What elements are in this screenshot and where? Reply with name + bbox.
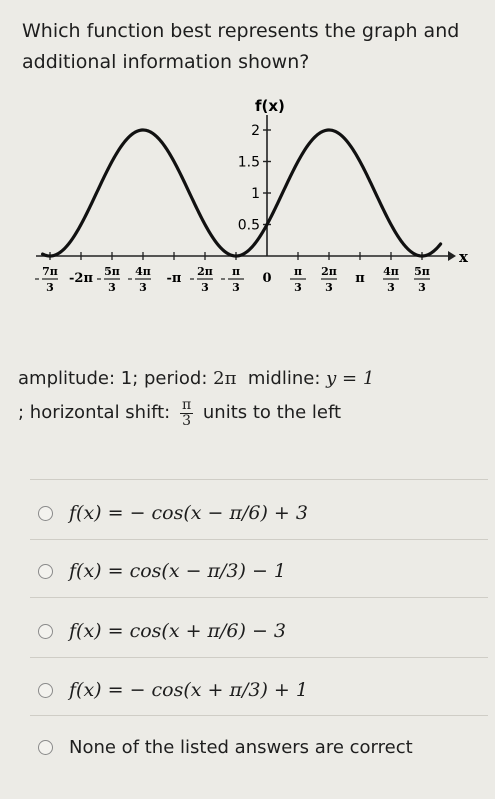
svg-text:0: 0 <box>262 271 272 286</box>
radio-button[interactable] <box>38 683 53 698</box>
svg-text:-2π: -2π <box>69 271 93 286</box>
divider <box>30 479 488 480</box>
x-tick-label <box>355 271 365 286</box>
svg-text:-π: -π <box>166 271 182 286</box>
y-tick-label: 0.5 <box>237 217 260 234</box>
shift-fraction <box>180 398 193 429</box>
x-tick-label <box>190 265 213 294</box>
x-tick-label <box>35 265 58 294</box>
graph-curve <box>43 130 441 256</box>
svg-text:3: 3 <box>139 281 147 294</box>
x-tick-label <box>290 265 306 294</box>
svg-text:3: 3 <box>108 281 116 294</box>
svg-text:4π: 4π <box>383 265 399 278</box>
svg-text:3: 3 <box>46 281 54 294</box>
function-graph <box>0 95 495 325</box>
radio-button[interactable] <box>38 506 53 521</box>
choice-option-5[interactable] <box>38 727 413 767</box>
x-tick-label <box>69 271 93 286</box>
svg-text:5π: 5π <box>414 265 430 278</box>
choice-option-1[interactable] <box>38 493 308 533</box>
function-curve <box>43 130 441 256</box>
choice-option-4[interactable] <box>38 670 308 710</box>
svg-text:7π: 7π <box>42 265 58 278</box>
question-text: Which function best represents the graph and additional information shown? <box>22 20 460 73</box>
choice-label: f(x) = cos(x + π/6) − 3 <box>69 620 287 642</box>
choice-option-2[interactable] <box>38 551 286 591</box>
x-tick-label <box>262 271 271 286</box>
amplitude-label: amplitude: 1; period: <box>18 368 208 389</box>
shift-suffix: units to the left <box>202 402 342 423</box>
svg-text:3: 3 <box>325 281 333 294</box>
x-tick-label <box>128 265 151 294</box>
y-tick-label: 1 <box>251 186 260 202</box>
divider <box>30 657 488 658</box>
radio-button[interactable] <box>38 564 53 579</box>
radio-button[interactable] <box>38 740 53 755</box>
radio-button[interactable] <box>38 624 53 639</box>
divider <box>30 539 488 540</box>
svg-text:2π: 2π <box>197 265 213 278</box>
x-axis-label: x <box>459 248 468 266</box>
choice-label: f(x) = cos(x − π/3) − 1 <box>69 560 287 582</box>
shift-numerator: π <box>181 396 192 413</box>
svg-text:4π: 4π <box>135 265 151 278</box>
x-axis-arrow <box>448 251 456 261</box>
svg-text:3: 3 <box>201 281 209 294</box>
midline-label: midline: <box>247 368 321 389</box>
choice-label: None of the listed answers are correct <box>69 736 413 758</box>
svg-text:π: π <box>293 265 303 278</box>
svg-text:3: 3 <box>387 281 395 294</box>
svg-text:5π: 5π <box>104 265 120 278</box>
shift-label: ; horizontal shift: <box>18 402 171 423</box>
midline-value: y = 1 <box>326 368 375 389</box>
svg-text:π: π <box>231 265 241 278</box>
divider <box>30 715 488 716</box>
x-tick-label <box>414 265 430 294</box>
y-tick-label: 1.5 <box>237 154 260 171</box>
x-tick-label <box>167 271 182 286</box>
svg-text:3: 3 <box>294 281 302 294</box>
y-tick-label: 2 <box>251 123 260 139</box>
shift-denominator: 3 <box>182 412 192 429</box>
x-tick-label <box>383 265 399 294</box>
x-tick-label <box>97 265 120 294</box>
graph-axes <box>35 97 469 294</box>
choice-label: f(x) = − cos(x + π/3) + 1 <box>69 679 308 701</box>
svg-text:2π: 2π <box>321 265 337 278</box>
x-tick-label <box>321 265 337 294</box>
svg-text:π: π <box>355 271 365 286</box>
y-axis-label: f(x) <box>255 97 285 115</box>
divider <box>30 597 488 598</box>
period-value: 2π <box>213 368 237 389</box>
x-tick-label <box>221 265 244 294</box>
choice-label: f(x) = − cos(x − π/6) + 3 <box>69 502 308 524</box>
choice-option-3[interactable] <box>38 611 286 651</box>
svg-text:3: 3 <box>232 281 240 294</box>
svg-text:3: 3 <box>418 281 426 294</box>
additional-info <box>18 362 483 430</box>
